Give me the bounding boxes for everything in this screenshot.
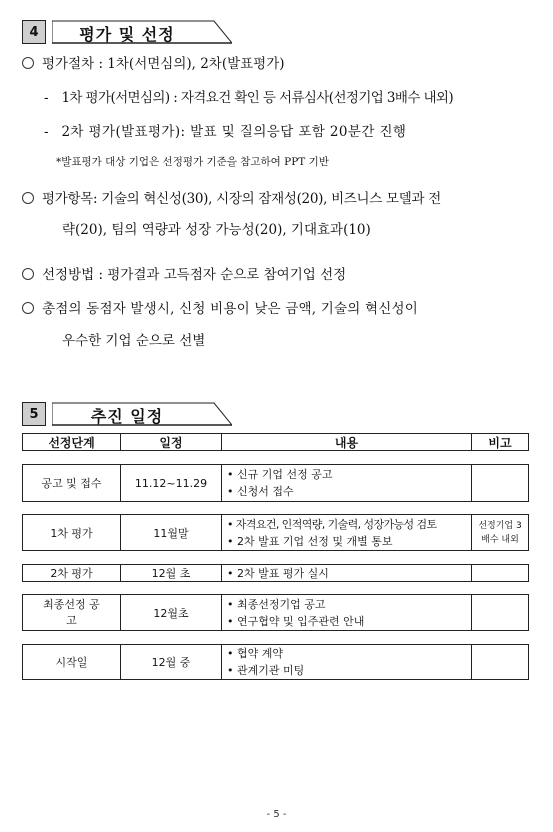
- page-number: - 5 -: [266, 809, 287, 820]
- bullet-method: 선정방법 : 평가결과 고득점자 순으로 참여기업 선정: [22, 266, 346, 284]
- bullet-procedure: 평가절차 : 1차(서면심의), 2차(발표평가): [22, 55, 285, 73]
- table-row: 공고 및 접수 11.12~11.29 • 신규 기업 선정 공고 • 신청서 접수: [22, 464, 529, 502]
- section-title-box: [52, 402, 232, 426]
- sub-bullet-second-eval: - 2차 평가(발표평가): 발표 및 질의응답 포함 20분간 진행: [44, 124, 407, 140]
- circle-bullet-icon: [22, 268, 34, 280]
- circle-bullet-icon: [22, 302, 34, 314]
- table-row: 1차 평가 11월말 • 자격요건, 인적역량, 기술력, 성장가능성 검토 • 2차 발표 기업 선정 및 개별 통보 선정기업 3배수 내외: [22, 514, 529, 551]
- section-title-box: [52, 20, 232, 44]
- section-title: 평가 및 선정: [79, 25, 175, 44]
- bullet-criteria-cont: 략(20), 팀의 역량과 성장 가능성(20), 기대효과(10): [62, 222, 371, 238]
- header-date: 일정: [121, 434, 222, 450]
- header-content: 내용: [222, 434, 472, 450]
- sub-bullet-first-eval: - 1차 평가(서면심의) : 자격요건 확인 등 서류심사(선정기업 3배수 내외): [44, 90, 454, 106]
- section-number: 4: [22, 20, 46, 44]
- note-ppt: *발표평가 대상 기업은 선정평가 기준을 참고하여 PPT 기반: [56, 156, 329, 168]
- bullet-criteria: 평가항목: 기술의 혁신성(30), 시장의 잠재성(20), 비즈니스 모델과 전: [22, 190, 441, 208]
- section-number: 5: [22, 402, 46, 426]
- header-note: 비고: [488, 435, 512, 450]
- section-title: 추진 일정: [90, 407, 164, 426]
- table-row: 시작일 12월 중 • 협약 계약 • 관계기관 미팅: [22, 644, 529, 680]
- section-4-header: [22, 20, 232, 44]
- circle-bullet-icon: [22, 57, 34, 69]
- bullet-tie: 총점의 동점자 발생시, 신청 비용이 낮은 금액, 기술의 혁신성이: [22, 300, 418, 318]
- table-row: 최종선정 공고 12월초 • 최종선정기업 공고 • 연구협약 및 입주관련 안내: [22, 594, 529, 631]
- bullet-tie-cont: 우수한 기업 순으로 선별: [62, 333, 206, 349]
- header-stage: 선정단계: [23, 434, 121, 450]
- circle-bullet-icon: [22, 192, 34, 204]
- schedule-table-header: [22, 433, 529, 451]
- section-5-header: [22, 402, 232, 426]
- table-row: 2차 평가 12월 초 • 2차 발표 평가 실시: [22, 564, 529, 582]
